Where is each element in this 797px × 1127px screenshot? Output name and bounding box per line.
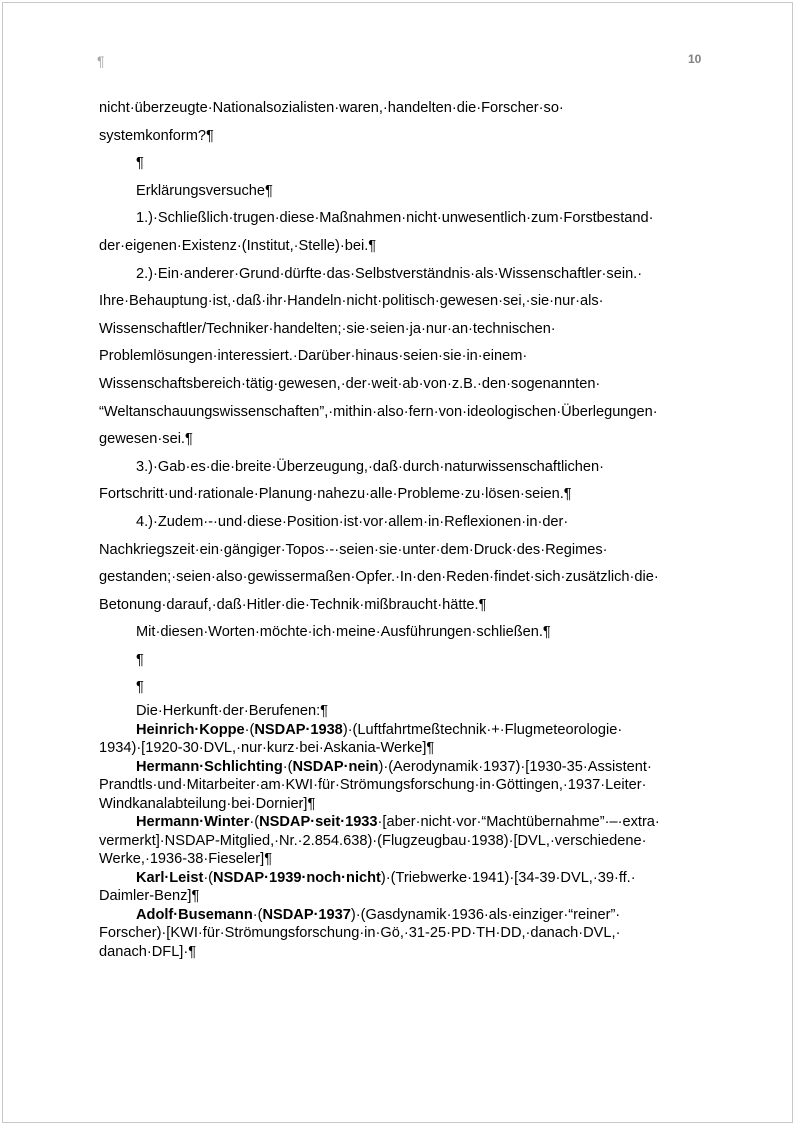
- party-status: NSDAP·seit·1933: [259, 814, 378, 831]
- document-page: [2, 2, 793, 1123]
- paragraph-line: Problemlösungen·interessiert.·Darüber·hinaus·seien·sie·in·einem·: [99, 348, 528, 365]
- party-status: NSDAP·1939·noch·nicht: [213, 869, 381, 886]
- party-close: ): [378, 758, 384, 775]
- person-line: Werke,·1936-38·Fieseler]¶: [99, 851, 273, 868]
- party-open: ·(: [252, 906, 263, 923]
- person-name: Karl·Leist: [136, 869, 204, 886]
- party-open: ·(: [282, 758, 293, 775]
- section-heading: Die·Herkunft·der·Berufenen:¶: [136, 703, 328, 720]
- person-entry: [99, 906, 711, 962]
- person-name: Hermann·Winter: [136, 814, 250, 831]
- paragraph-line: gestanden;·seien·also·gewissermaßen·Opfer.·In·den·Reden·findet·sich·zusätzlich·die·: [99, 569, 659, 586]
- paragraph-line: nicht·überzeugte·Nationalsozialisten·waren,·handelten·die·Forscher·so·: [99, 100, 564, 116]
- person-details: ·(Gasdynamik·1936·als·einziger·“reiner”·: [355, 906, 621, 923]
- person-details: ·(Aerodynamik·1937)·[1930-35·Assistent·: [383, 758, 652, 775]
- body-text: [99, 95, 711, 961]
- paragraph-line: Wissenschaftsbereich·tätig·gewesen,·der·weit·ab·von·z.B.·den·sogenannten·: [99, 375, 601, 392]
- party-close: ): [380, 869, 386, 886]
- person-details: ·(Triebwerke·1941)·[34-39·DVL,·39·ff.·: [385, 869, 636, 886]
- party-close: ): [350, 906, 356, 923]
- person-name: Hermann·Schlichting: [136, 758, 283, 775]
- paragraph-line: ¶: [136, 651, 144, 668]
- person-line: Prandtls·und·Mitarbeiter·am·KWI·für·Strömungsforschung·in·Göttingen,·1937·Leiter·: [99, 777, 647, 794]
- person-line: [99, 813, 711, 832]
- party-status: NSDAP·nein: [292, 758, 379, 775]
- party-open: ·(: [249, 814, 260, 831]
- page-number: 10: [688, 52, 702, 66]
- person-name: Adolf·Busemann: [136, 906, 253, 923]
- paragraph-line: ¶: [136, 155, 144, 172]
- person-line: [99, 869, 711, 888]
- paragraph-line: systemkonform?¶: [99, 127, 214, 144]
- people-list: [99, 721, 711, 962]
- paragraph-line: 3.)·Gab·es·die·breite·Überzeugung,·daß·durch·naturwissenschaftlichen·: [136, 458, 605, 475]
- paragraph-line: Erklärungsversuche¶: [136, 182, 273, 199]
- person-entry: [99, 869, 711, 906]
- paragraph-list: [99, 95, 711, 702]
- paragraph-line: Betonung·darauf,·daß·Hitler·die·Technik·mißbraucht·hätte.¶: [99, 596, 487, 613]
- paragraph-line: “Weltanschauungswissenschaften”,·mithin·also·fern·von·ideologischen·Überlegungen·: [99, 403, 658, 420]
- paragraph-line: Mit·diesen·Worten·möchte·ich·meine·Ausführungen·schließen.¶: [136, 624, 551, 641]
- person-entry: [99, 758, 711, 814]
- paragraph-line: der·eigenen·Existenz·(Institut,·Stelle)·bei.¶: [99, 237, 377, 254]
- person-name: Heinrich·Koppe: [136, 721, 245, 738]
- person-entry: [99, 721, 711, 758]
- paragraph-line: gewesen·sei.¶: [99, 431, 193, 448]
- person-line: Daimler-Benz]¶: [99, 888, 200, 905]
- party-status: NSDAP·1938: [254, 721, 343, 738]
- paragraph-line: 4.)·Zudem·-·und·diese·Position·ist·vor·allem·in·Reflexionen·in·der·: [136, 513, 569, 530]
- person-line: [99, 758, 711, 777]
- paragraph-line: 2.)·Ein·anderer·Grund·dürfte·das·Selbstverständnis·als·Wissenschaftler·sein.·: [136, 265, 643, 282]
- party-status: NSDAP·1937: [262, 906, 351, 923]
- person-line: [99, 721, 711, 740]
- person-line: 1934)·[1920-30·DVL,·nur·kurz·bei·Askania-Werke]¶: [99, 740, 435, 757]
- paragraph-line: Ihre·Behauptung·ist,·daß·ihr·Handeln·nicht·politisch·gewesen·sei,·sie·nur·als·: [99, 293, 604, 310]
- person-line: danach·DFL]·¶: [99, 943, 197, 960]
- paragraph-line: 1.)·Schließlich·trugen·diese·Maßnahmen·nicht·unwesentlich·zum·Forstbestand·: [136, 210, 654, 227]
- person-details: ·(Luftfahrtmeßtechnik·+·Flugmeteorologie·: [347, 721, 623, 738]
- party-open: ·(: [244, 721, 255, 738]
- person-details: ·[aber·nicht·vor·“Machtübernahme”·–·extra·: [377, 814, 660, 831]
- paragraph-line: Nachkriegszeit·ein·gängiger·Topos·-·seien·sie·unter·dem·Druck·des·Regimes·: [99, 541, 608, 558]
- paragraph-line: Fortschritt·und·rationale·Planung·nahezu·alle·Probleme·zu·lösen·seien.¶: [99, 486, 572, 503]
- paragraph-line: ¶: [136, 679, 144, 696]
- person-line: Forscher)·[KWI·für·Strömungsforschung·in·Gö,·31-25·PD·TH·DD,·danach·DVL,·: [99, 925, 621, 942]
- header-pilcrow: ¶: [97, 53, 105, 69]
- party-close: ): [342, 721, 348, 738]
- person-line: vermerkt]·NSDAP-Mitglied,·Nr.·2.854.638)·(Flugzeugbau·1938)·[DVL,·verschiedene·: [99, 832, 647, 849]
- paragraph-line: Wissenschaftler/Techniker·handelten;·sie·seien·ja·nur·an·technischen·: [99, 320, 556, 337]
- person-entry: [99, 813, 711, 869]
- person-line: Windkanalabteilung·bei·Dornier]¶: [99, 795, 316, 812]
- person-line: [99, 906, 711, 925]
- party-open: ·(: [203, 869, 214, 886]
